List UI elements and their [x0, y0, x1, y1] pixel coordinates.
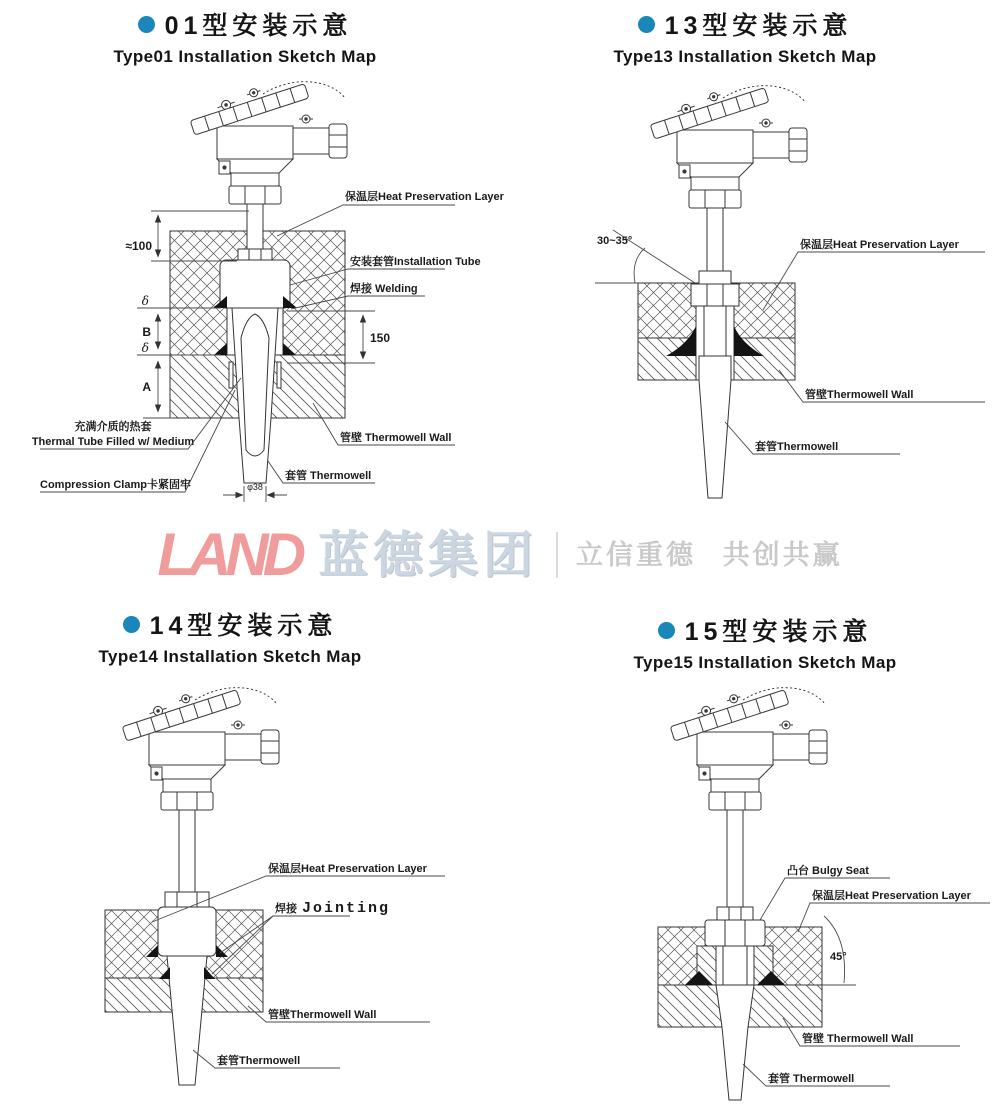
dimension-phi38 — [223, 482, 287, 502]
label-thermowell: 套管 Thermowell — [285, 470, 372, 482]
label-welding: 焊接 Welding — [350, 283, 418, 295]
label-thermowell-wall: 管壁 Thermowell Wall — [340, 432, 452, 444]
label-thermowell-wall: 管壁Thermowell Wall — [268, 1009, 377, 1021]
label-heat-preservation-layer: 保温层Heat Preservation Layer — [268, 863, 427, 875]
label-thermowell-wall: 管壁Thermowell Wall — [805, 389, 914, 401]
probe-stem — [179, 810, 195, 892]
title-type01 — [55, 6, 435, 67]
label-heat-preservation-layer: 保温层Heat Preservation Layer — [800, 239, 959, 251]
label-thermal-tube-cn: 充满介质的热套 — [74, 421, 152, 433]
label-angle-30-35: 30~35° — [597, 235, 633, 247]
title-type14-en: Type14 Installation Sketch Map — [98, 647, 362, 666]
dim-delta-lower: δ — [141, 341, 149, 355]
thermocouple-head — [667, 679, 827, 810]
bullet-icon — [638, 16, 655, 33]
thermocouple-head — [647, 78, 807, 208]
title-type13-cn: 13型安装示意 — [664, 12, 853, 40]
title-type01-en: Type01 Installation Sketch Map — [113, 47, 377, 66]
dim-phi38: φ38 — [247, 482, 263, 492]
label-jointing: 焊接 Jointing — [275, 900, 391, 917]
label-compression-clamp: Compression Clamp卡紧固牢 — [40, 479, 191, 491]
probe-stem — [727, 810, 743, 907]
brand-band — [0, 512, 1000, 598]
diagram-type13 — [595, 78, 1000, 510]
bulgy-seat-nut — [705, 907, 765, 946]
label-heat-preservation-layer: 保温层Heat Preservation Layer — [812, 890, 971, 902]
thermowell-body — [696, 306, 734, 498]
angle-annotation — [595, 230, 695, 283]
seat-recess — [697, 946, 773, 985]
thermowell-body — [716, 985, 754, 1100]
thermocouple-head — [187, 78, 347, 204]
dim-150: 150 — [370, 331, 391, 345]
diagram-type15 — [590, 670, 1000, 1110]
label-thermowell: 套管Thermowell — [755, 441, 839, 453]
thermowell-body — [167, 956, 207, 1085]
diagram-type01 — [25, 78, 585, 510]
angle-annotation — [822, 916, 856, 985]
title-type15 — [575, 612, 955, 673]
label-angle-45: 45° — [830, 951, 847, 963]
dim-approx-100: ≈100 — [125, 239, 152, 253]
thermocouple-head — [119, 679, 279, 810]
brand-slogan: 立信重德 共创共赢 — [576, 539, 843, 570]
label-bulgy-seat: 凸台 Bulgy Seat — [787, 865, 869, 877]
dim-A: A — [142, 380, 151, 394]
label-thermal-tube-en: Thermal Tube Filled w/ Medium — [31, 436, 195, 448]
label-thermowell: 套管 Thermowell — [768, 1073, 855, 1085]
brand-logo-land: LAND — [157, 521, 301, 588]
brand-name-chinese: 蓝德集团 — [318, 527, 539, 583]
mounting-nut — [165, 892, 209, 907]
bullet-icon — [123, 616, 140, 633]
title-type13-en: Type13 Installation Sketch Map — [613, 47, 877, 66]
title-type14-cn: 14型安装示意 — [149, 612, 338, 640]
label-installation-tube: 安装套管Installation Tube — [350, 256, 481, 268]
label-thermowell-wall: 管壁 Thermowell Wall — [802, 1033, 914, 1045]
title-type14 — [40, 606, 420, 667]
label-heat-preservation-layer: 保温层Heat Preservation Layer — [345, 191, 504, 203]
dim-delta-upper: δ — [141, 294, 149, 308]
label-thermowell: 套管Thermowell — [217, 1055, 301, 1067]
dim-B: B — [142, 325, 151, 339]
mounting-nut — [691, 271, 739, 306]
bullet-icon — [658, 622, 675, 639]
title-type15-cn: 15型安装示意 — [684, 618, 873, 646]
title-type01-cn: 01型安装示意 — [164, 12, 353, 40]
bullet-icon — [138, 16, 155, 33]
title-type13 — [555, 6, 935, 67]
installation-sleeve — [158, 907, 216, 956]
title-type15-en: Type15 Installation Sketch Map — [633, 653, 897, 672]
diagram-type14 — [40, 670, 540, 1110]
brand-divider — [556, 532, 558, 578]
